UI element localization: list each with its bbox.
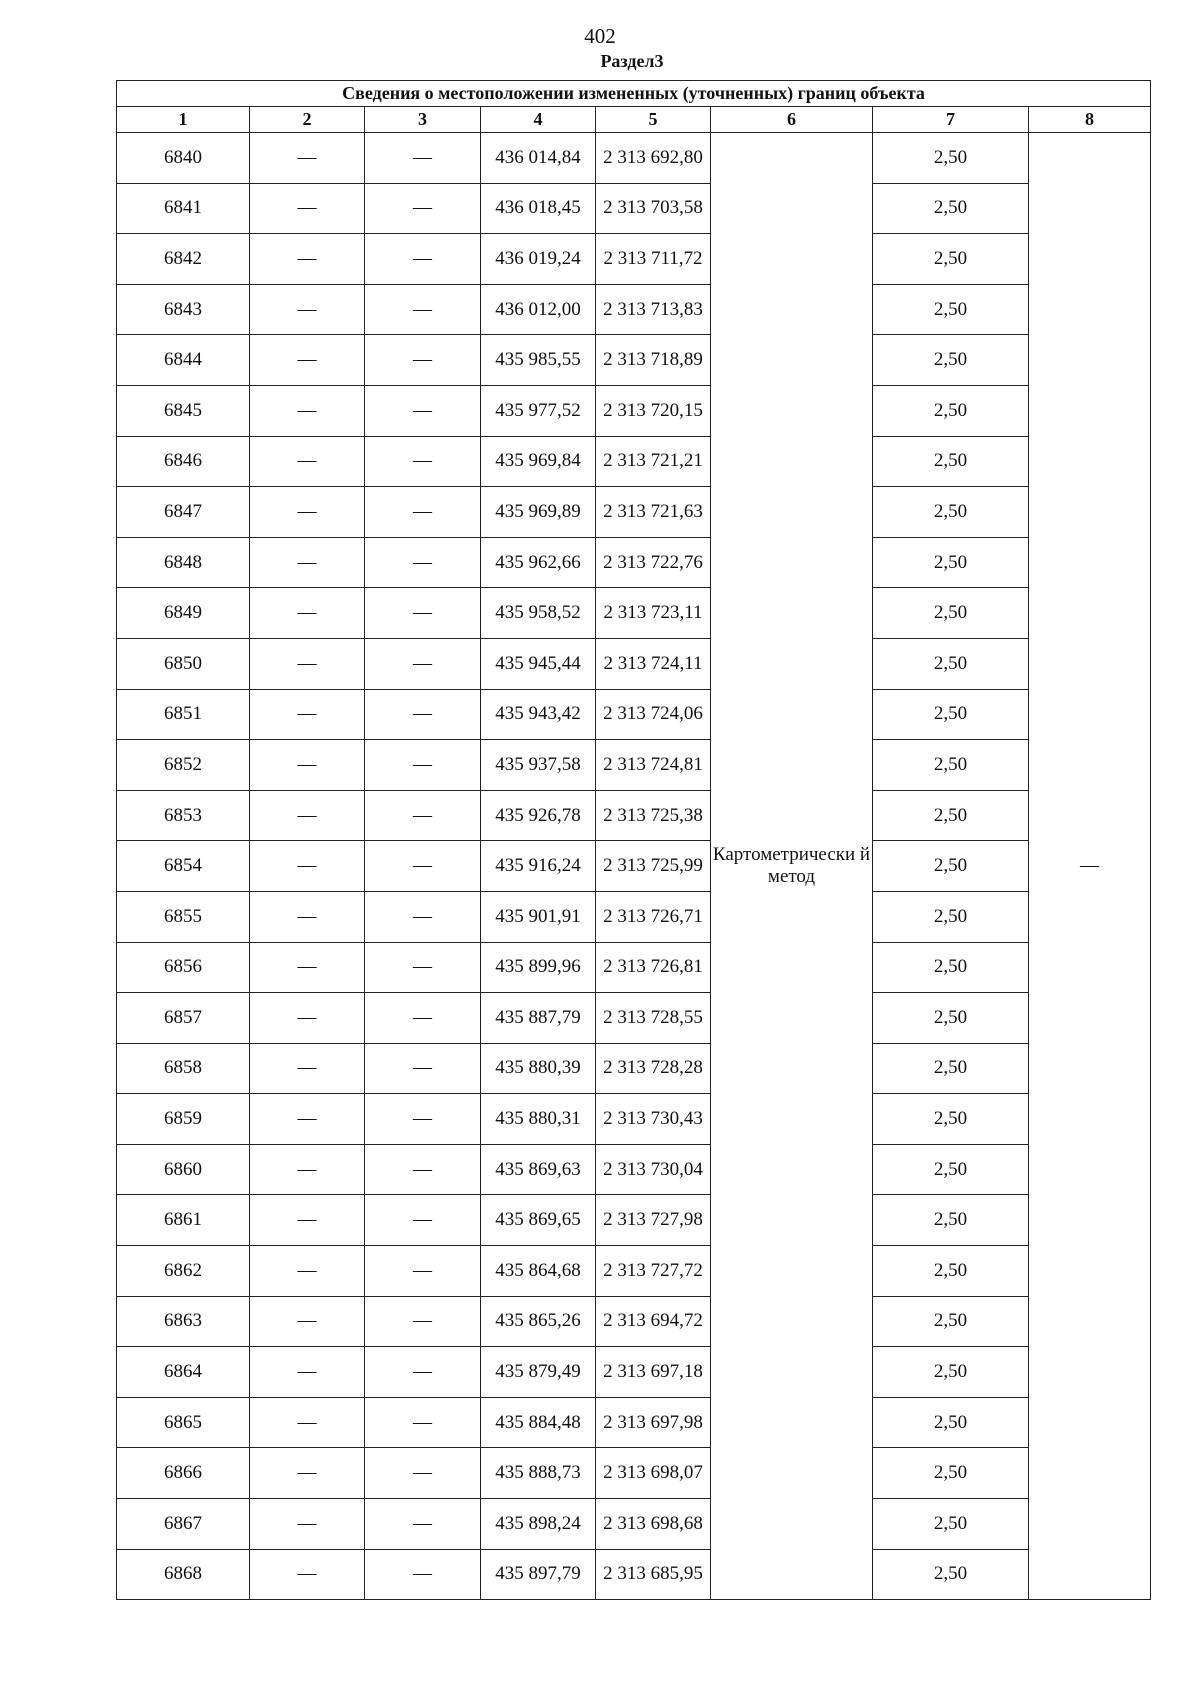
accuracy-cell: 2,50	[873, 1397, 1029, 1448]
column-number-2: 2	[250, 107, 365, 133]
x-coordinate-cell: 435 888,73	[481, 1448, 596, 1499]
x-coordinate-cell: 435 887,79	[481, 993, 596, 1044]
x-coordinate-cell: 435 901,91	[481, 891, 596, 942]
table-row	[117, 689, 1151, 740]
table-row	[117, 1144, 1151, 1195]
col2-cell: —	[250, 183, 365, 234]
point-number-cell: 6859	[117, 1094, 250, 1145]
col3-cell: —	[365, 1499, 481, 1550]
table-row	[117, 1397, 1151, 1448]
table-row	[117, 1246, 1151, 1297]
y-coordinate-cell: 2 313 728,55	[596, 993, 711, 1044]
col3-cell: —	[365, 436, 481, 487]
y-coordinate-cell: 2 313 694,72	[596, 1296, 711, 1347]
table-row	[117, 335, 1151, 386]
col2-cell: —	[250, 234, 365, 285]
accuracy-cell: 2,50	[873, 183, 1029, 234]
x-coordinate-cell: 435 879,49	[481, 1347, 596, 1398]
col2-cell: —	[250, 1397, 365, 1448]
col3-cell: —	[365, 638, 481, 689]
col2-cell: —	[250, 740, 365, 791]
table-row	[117, 1347, 1151, 1398]
x-coordinate-cell: 436 019,24	[481, 234, 596, 285]
col3-cell: —	[365, 1448, 481, 1499]
point-number-cell: 6849	[117, 588, 250, 639]
x-coordinate-cell: 435 945,44	[481, 638, 596, 689]
table-caption-row	[117, 81, 1151, 107]
col3-cell: —	[365, 841, 481, 892]
x-coordinate-cell: 435 962,66	[481, 537, 596, 588]
point-number-cell: 6846	[117, 436, 250, 487]
accuracy-cell: 2,50	[873, 1499, 1029, 1550]
y-coordinate-cell: 2 313 722,76	[596, 537, 711, 588]
col3-cell: —	[365, 284, 481, 335]
accuracy-cell: 2,50	[873, 234, 1029, 285]
y-coordinate-cell: 2 313 723,11	[596, 588, 711, 639]
column-number-7: 7	[873, 107, 1029, 133]
x-coordinate-cell: 435 926,78	[481, 790, 596, 841]
col2-cell: —	[250, 891, 365, 942]
col2-cell: —	[250, 1549, 365, 1600]
accuracy-cell: 2,50	[873, 1144, 1029, 1195]
column-number-4: 4	[481, 107, 596, 133]
col3-cell: —	[365, 1246, 481, 1297]
x-coordinate-cell: 435 869,63	[481, 1144, 596, 1195]
y-coordinate-cell: 2 313 698,68	[596, 1499, 711, 1550]
point-number-cell: 6863	[117, 1296, 250, 1347]
x-coordinate-cell: 435 898,24	[481, 1499, 596, 1550]
method-cell: Картометрически й метод	[711, 133, 873, 1600]
x-coordinate-cell: 435 864,68	[481, 1246, 596, 1297]
col3-cell: —	[365, 993, 481, 1044]
y-coordinate-cell: 2 313 730,43	[596, 1094, 711, 1145]
accuracy-cell: 2,50	[873, 1347, 1029, 1398]
col2-cell: —	[250, 790, 365, 841]
y-coordinate-cell: 2 313 727,98	[596, 1195, 711, 1246]
table-row	[117, 993, 1151, 1044]
point-number-cell: 6848	[117, 537, 250, 588]
col2-cell: —	[250, 638, 365, 689]
table-caption: Сведения о местоположении измененных (уточненных) границ объекта	[117, 81, 1151, 107]
y-coordinate-cell: 2 313 692,80	[596, 133, 711, 184]
point-number-cell: 6854	[117, 841, 250, 892]
table-row	[117, 638, 1151, 689]
point-number-cell: 6857	[117, 993, 250, 1044]
table-row	[117, 284, 1151, 335]
accuracy-cell: 2,50	[873, 335, 1029, 386]
col3-cell: —	[365, 133, 481, 184]
accuracy-cell: 2,50	[873, 588, 1029, 639]
column-number-6: 6	[711, 107, 873, 133]
point-number-cell: 6862	[117, 1246, 250, 1297]
table-row	[117, 740, 1151, 791]
accuracy-cell: 2,50	[873, 487, 1029, 538]
accuracy-cell: 2,50	[873, 841, 1029, 892]
point-number-cell: 6853	[117, 790, 250, 841]
col3-cell: —	[365, 234, 481, 285]
accuracy-cell: 2,50	[873, 790, 1029, 841]
y-coordinate-cell: 2 313 720,15	[596, 385, 711, 436]
point-number-cell: 6858	[117, 1043, 250, 1094]
table-row	[117, 1043, 1151, 1094]
point-number-cell: 6856	[117, 942, 250, 993]
y-coordinate-cell: 2 313 724,11	[596, 638, 711, 689]
point-number-cell: 6864	[117, 1347, 250, 1398]
col3-cell: —	[365, 891, 481, 942]
column-number-8: 8	[1029, 107, 1151, 133]
point-number-cell: 6868	[117, 1549, 250, 1600]
accuracy-cell: 2,50	[873, 942, 1029, 993]
col3-cell: —	[365, 385, 481, 436]
table-row	[117, 841, 1151, 892]
y-coordinate-cell: 2 313 685,95	[596, 1549, 711, 1600]
table-row	[117, 1499, 1151, 1550]
accuracy-cell: 2,50	[873, 133, 1029, 184]
point-number-cell: 6860	[117, 1144, 250, 1195]
y-coordinate-cell: 2 313 711,72	[596, 234, 711, 285]
y-coordinate-cell: 2 313 724,81	[596, 740, 711, 791]
table-row	[117, 385, 1151, 436]
accuracy-cell: 2,50	[873, 1094, 1029, 1145]
col2-cell: —	[250, 537, 365, 588]
point-number-cell: 6852	[117, 740, 250, 791]
col3-cell: —	[365, 1094, 481, 1145]
point-number-cell: 6861	[117, 1195, 250, 1246]
accuracy-cell: 2,50	[873, 1195, 1029, 1246]
col3-cell: —	[365, 1347, 481, 1398]
x-coordinate-cell: 435 958,52	[481, 588, 596, 639]
table-body	[117, 133, 1151, 1600]
x-coordinate-cell: 435 880,31	[481, 1094, 596, 1145]
y-coordinate-cell: 2 313 713,83	[596, 284, 711, 335]
col3-cell: —	[365, 1549, 481, 1600]
y-coordinate-cell: 2 313 724,06	[596, 689, 711, 740]
y-coordinate-cell: 2 313 725,99	[596, 841, 711, 892]
y-coordinate-cell: 2 313 725,38	[596, 790, 711, 841]
col2-cell: —	[250, 284, 365, 335]
accuracy-cell: 2,50	[873, 1246, 1029, 1297]
section-title: Раздел3	[600, 51, 664, 71]
point-number-cell: 6844	[117, 335, 250, 386]
column-number-row	[117, 107, 1151, 133]
col2-cell: —	[250, 942, 365, 993]
col8-cell: —	[1029, 133, 1151, 1600]
col3-cell: —	[365, 1043, 481, 1094]
point-number-cell: 6855	[117, 891, 250, 942]
x-coordinate-cell: 436 012,00	[481, 284, 596, 335]
col3-cell: —	[365, 790, 481, 841]
y-coordinate-cell: 2 313 727,72	[596, 1246, 711, 1297]
table-row	[117, 183, 1151, 234]
column-number-1: 1	[117, 107, 250, 133]
x-coordinate-cell: 435 899,96	[481, 942, 596, 993]
col3-cell: —	[365, 740, 481, 791]
x-coordinate-cell: 435 985,55	[481, 335, 596, 386]
point-number-cell: 6843	[117, 284, 250, 335]
col2-cell: —	[250, 588, 365, 639]
col2-cell: —	[250, 1296, 365, 1347]
col2-cell: —	[250, 1246, 365, 1297]
point-number-cell: 6867	[117, 1499, 250, 1550]
y-coordinate-cell: 2 313 728,28	[596, 1043, 711, 1094]
x-coordinate-cell: 435 969,84	[481, 436, 596, 487]
column-number-5: 5	[596, 107, 711, 133]
col2-cell: —	[250, 335, 365, 386]
accuracy-cell: 2,50	[873, 1043, 1029, 1094]
col2-cell: —	[250, 133, 365, 184]
table-row	[117, 942, 1151, 993]
table-row	[117, 537, 1151, 588]
x-coordinate-cell: 435 977,52	[481, 385, 596, 436]
y-coordinate-cell: 2 313 698,07	[596, 1448, 711, 1499]
accuracy-cell: 2,50	[873, 537, 1029, 588]
point-number-cell: 6842	[117, 234, 250, 285]
col2-cell: —	[250, 1195, 365, 1246]
x-coordinate-cell: 436 018,45	[481, 183, 596, 234]
accuracy-cell: 2,50	[873, 689, 1029, 740]
table-row	[117, 891, 1151, 942]
y-coordinate-cell: 2 313 726,71	[596, 891, 711, 942]
col3-cell: —	[365, 183, 481, 234]
accuracy-cell: 2,50	[873, 385, 1029, 436]
y-coordinate-cell: 2 313 726,81	[596, 942, 711, 993]
col3-cell: —	[365, 1195, 481, 1246]
col2-cell: —	[250, 1094, 365, 1145]
accuracy-cell: 2,50	[873, 638, 1029, 689]
table-row	[117, 1094, 1151, 1145]
col3-cell: —	[365, 1296, 481, 1347]
col3-cell: —	[365, 942, 481, 993]
point-number-cell: 6847	[117, 487, 250, 538]
x-coordinate-cell: 435 880,39	[481, 1043, 596, 1094]
col2-cell: —	[250, 689, 365, 740]
x-coordinate-cell: 435 969,89	[481, 487, 596, 538]
col3-cell: —	[365, 689, 481, 740]
table-row	[117, 487, 1151, 538]
accuracy-cell: 2,50	[873, 1296, 1029, 1347]
y-coordinate-cell: 2 313 721,21	[596, 436, 711, 487]
x-coordinate-cell: 435 943,42	[481, 689, 596, 740]
table-row	[117, 1448, 1151, 1499]
y-coordinate-cell: 2 313 730,04	[596, 1144, 711, 1195]
accuracy-cell: 2,50	[873, 436, 1029, 487]
table-row	[117, 1549, 1151, 1600]
col3-cell: —	[365, 487, 481, 538]
x-coordinate-cell: 435 937,58	[481, 740, 596, 791]
x-coordinate-cell: 436 014,84	[481, 133, 596, 184]
coordinates-table	[116, 80, 1151, 1600]
col2-cell: —	[250, 1144, 365, 1195]
table-row	[117, 133, 1151, 184]
point-number-cell: 6851	[117, 689, 250, 740]
x-coordinate-cell: 435 897,79	[481, 1549, 596, 1600]
x-coordinate-cell: 435 916,24	[481, 841, 596, 892]
point-number-cell: 6850	[117, 638, 250, 689]
point-number-cell: 6841	[117, 183, 250, 234]
col2-cell: —	[250, 1448, 365, 1499]
x-coordinate-cell: 435 865,26	[481, 1296, 596, 1347]
x-coordinate-cell: 435 884,48	[481, 1397, 596, 1448]
col3-cell: —	[365, 1397, 481, 1448]
col2-cell: —	[250, 487, 365, 538]
table-row	[117, 234, 1151, 285]
col2-cell: —	[250, 385, 365, 436]
col3-cell: —	[365, 1144, 481, 1195]
table-row	[117, 1296, 1151, 1347]
y-coordinate-cell: 2 313 721,63	[596, 487, 711, 538]
col3-cell: —	[365, 537, 481, 588]
accuracy-cell: 2,50	[873, 1549, 1029, 1600]
page-number: 402	[584, 24, 616, 48]
point-number-cell: 6866	[117, 1448, 250, 1499]
col3-cell: —	[365, 588, 481, 639]
point-number-cell: 6845	[117, 385, 250, 436]
column-number-3: 3	[365, 107, 481, 133]
col2-cell: —	[250, 841, 365, 892]
table-row	[117, 588, 1151, 639]
y-coordinate-cell: 2 313 718,89	[596, 335, 711, 386]
table-row	[117, 436, 1151, 487]
col2-cell: —	[250, 1499, 365, 1550]
table-row	[117, 790, 1151, 841]
point-number-cell: 6840	[117, 133, 250, 184]
col2-cell: —	[250, 436, 365, 487]
accuracy-cell: 2,50	[873, 1448, 1029, 1499]
accuracy-cell: 2,50	[873, 993, 1029, 1044]
accuracy-cell: 2,50	[873, 891, 1029, 942]
x-coordinate-cell: 435 869,65	[481, 1195, 596, 1246]
col2-cell: —	[250, 1347, 365, 1398]
accuracy-cell: 2,50	[873, 284, 1029, 335]
col2-cell: —	[250, 1043, 365, 1094]
col3-cell: —	[365, 335, 481, 386]
y-coordinate-cell: 2 313 697,98	[596, 1397, 711, 1448]
point-number-cell: 6865	[117, 1397, 250, 1448]
col2-cell: —	[250, 993, 365, 1044]
y-coordinate-cell: 2 313 697,18	[596, 1347, 711, 1398]
table-row	[117, 1195, 1151, 1246]
accuracy-cell: 2,50	[873, 740, 1029, 791]
y-coordinate-cell: 2 313 703,58	[596, 183, 711, 234]
